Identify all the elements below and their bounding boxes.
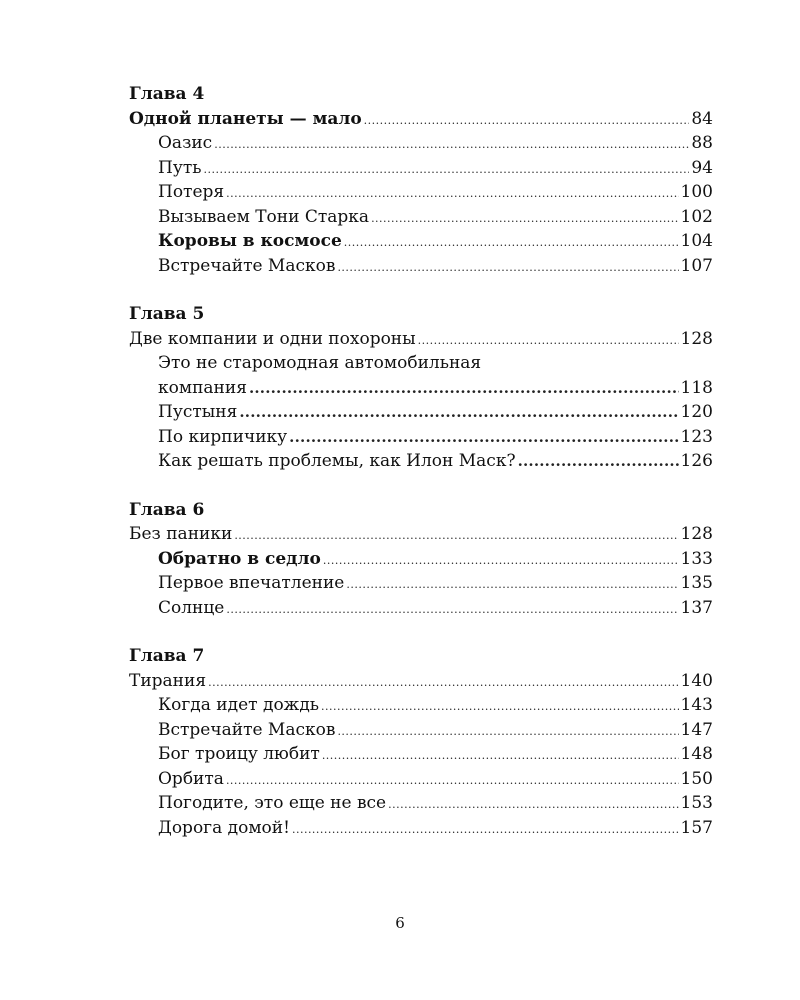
entry-title: Оазис [158,133,213,153]
toc-entry[interactable] [129,571,713,596]
dot-leader [344,231,679,256]
toc-entry[interactable] [129,156,713,181]
chapter-heading: Глава 7 [129,646,205,666]
toc-entry-wrapped[interactable] [129,351,713,376]
entry-title: Потеря [158,182,225,202]
entry-page-number: 153 [680,793,713,813]
entry-title: Путь [158,157,202,178]
entry-title: Пустыня [158,402,238,422]
entry-page-number: 135 [680,573,713,593]
entry-page-number: 100 [680,182,713,202]
page-number-footer: 6 [395,914,405,932]
dot-leader [323,549,679,574]
entry-title: Бог троицу любит [158,744,320,764]
toc-entry[interactable] [129,254,713,279]
dot-leader [418,329,679,354]
chapter-heading: Глава 6 [129,499,205,520]
toc-entry[interactable] [129,131,713,156]
dot-leader [322,744,679,769]
dot-leader [364,109,690,134]
toc-entry[interactable] [129,718,713,743]
entry-title: Две компании и одни похороны [129,328,416,349]
dot-leader [226,182,678,207]
entry-page-number: 150 [680,768,713,789]
entry-title: Одной планеты — мало [129,108,362,129]
toc-entry[interactable] [129,376,713,401]
entry-title: Встречайте Масков [158,255,336,276]
toc-entry[interactable] [129,767,713,792]
dot-leader [226,598,678,623]
entry-title: Коровы в космосе [158,231,342,251]
entry-page-number: 128 [680,328,713,349]
entry-title: Когда идет дождь [158,695,320,715]
entry-page-number: 118 [680,377,713,398]
toc-entry[interactable] [129,449,713,474]
entry-page-number: 128 [680,524,713,544]
entry-title: Тирания [129,670,207,691]
dot-leader [249,376,679,401]
dot-leader [208,671,678,696]
entry-title: Встречайте Масков [158,719,336,740]
chapter-block [129,498,713,621]
toc-entry[interactable] [129,547,713,572]
toc-entry[interactable] [129,742,713,767]
entry-page-number: 126 [680,451,713,471]
entry-page-number: 88 [691,133,713,153]
dot-leader [226,769,679,794]
entry-page-number: 137 [680,597,713,618]
chapter-block [129,302,713,474]
entry-page-number: 123 [680,426,713,447]
toc-entry[interactable] [129,205,713,230]
toc-entry[interactable] [129,816,713,841]
entry-page-number: 104 [680,231,713,251]
entry-title: Как решать проблемы, как Илон Маск? [158,451,516,471]
entry-page-number: 102 [680,206,713,227]
dot-leader [214,133,689,158]
dot-leader [234,524,678,549]
entry-page-number: 133 [680,548,713,569]
dot-leader [204,158,690,183]
toc-entry[interactable] [129,596,713,621]
chapter-heading: Глава 4 [129,84,205,104]
table-of-contents [129,82,713,864]
dot-leader [289,425,678,450]
dot-leader [518,449,679,474]
entry-title: Погодите, это еще не все [158,793,387,813]
entry-page-number: 94 [691,157,713,178]
dot-leader [388,793,678,818]
toc-entry-main[interactable] [129,669,713,694]
entry-page-number: 143 [680,695,713,715]
chapter-block [129,82,713,278]
toc-entry-main[interactable] [129,107,713,132]
toc-entry[interactable] [129,400,713,425]
entry-title: Орбита [158,768,224,789]
entry-title: Обратно в седло [158,548,321,569]
entry-page-number: 157 [680,817,713,838]
dot-leader [337,256,678,281]
toc-entry[interactable] [129,791,713,816]
dot-leader [337,720,678,745]
entry-title: Вызываем Тони Старка [158,206,370,227]
dot-leader [371,207,678,232]
entry-title: Это не старомодная автомобильная [158,353,482,373]
toc-entry[interactable] [129,693,713,718]
dot-leader [292,818,679,843]
toc-entry[interactable] [129,229,713,254]
entry-page-number: 148 [680,744,713,764]
chapter-heading: Глава 5 [129,304,205,324]
entry-title: Первое впечатление [158,573,345,593]
entry-page-number: 140 [680,670,713,691]
entry-title: Солнце [158,597,225,618]
toc-entry[interactable] [129,180,713,205]
dot-leader [321,695,679,720]
toc-entry-main[interactable] [129,522,713,547]
dot-leader [239,400,678,425]
entry-page-number: 107 [680,255,713,276]
entry-page-number: 84 [691,108,713,129]
entry-title: Без паники [129,524,233,544]
chapter-block [129,644,713,840]
toc-entry[interactable] [129,425,713,450]
entry-title: По кирпичику [158,426,288,447]
dot-leader [346,573,678,598]
entry-page-number: 120 [680,402,713,422]
entry-page-number: 147 [680,719,713,740]
entry-title: компания [158,377,247,398]
entry-title: Дорога домой! [158,817,290,838]
toc-entry-main[interactable] [129,327,713,352]
